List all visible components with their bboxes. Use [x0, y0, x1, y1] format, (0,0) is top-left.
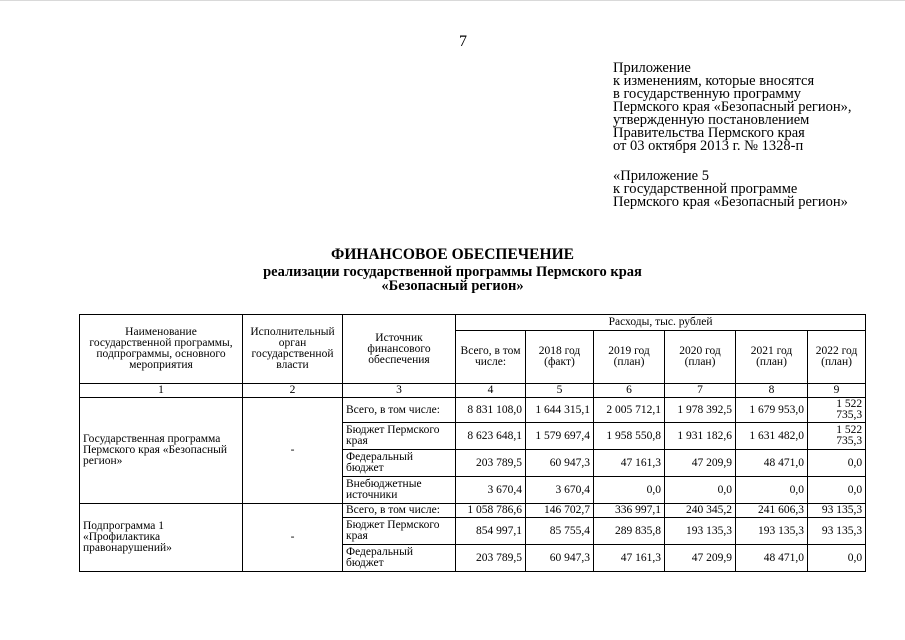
value-cell: 203 789,5	[456, 450, 526, 477]
value-cell: 1 958 550,8	[594, 423, 665, 450]
column-number: 1	[80, 384, 243, 398]
appendix-line: к государственной программе	[613, 181, 798, 197]
financing-table	[79, 314, 866, 572]
value-cell: 0,0	[808, 477, 866, 504]
column-number: 9	[808, 384, 866, 398]
source-cell: Федеральный бюджет	[343, 450, 456, 477]
appendix-line: к изменениям, которые вносятся	[613, 73, 815, 89]
document-subtitle	[0, 265, 905, 293]
header-2020: 2020 год (план)	[665, 331, 736, 384]
header-2019: 2019 год (план)	[594, 331, 665, 384]
value-cell: 1 644 315,1	[526, 398, 594, 423]
header-2018: 2018 год (факт)	[526, 331, 594, 384]
page-top-edge	[0, 0, 905, 1]
header-total: Всего, в том числе:	[456, 331, 526, 384]
value-cell: 336 997,1	[594, 504, 665, 518]
appendix-line: Правительства Пермского края	[613, 125, 805, 141]
value-cell: 3 670,4	[456, 477, 526, 504]
value-cell: 0,0	[665, 477, 736, 504]
source-cell: Всего, в том числе:	[343, 398, 456, 423]
value-cell: 0,0	[594, 477, 665, 504]
value-cell: 47 161,3	[594, 545, 665, 572]
column-number: 4	[456, 384, 526, 398]
value-cell: 146 702,7	[526, 504, 594, 518]
header-2021: 2021 год (план)	[736, 331, 808, 384]
value-cell: 48 471,0	[736, 545, 808, 572]
column-number: 8	[736, 384, 808, 398]
value-cell: 0,0	[808, 450, 866, 477]
value-cell: 60 947,3	[526, 450, 594, 477]
value-cell: 1 931 182,6	[665, 423, 736, 450]
value-cell: 854 997,1	[456, 518, 526, 545]
appendix-line: Приложение	[613, 60, 691, 76]
value-cell: 1 679 953,0	[736, 398, 808, 423]
executor-cell: -	[243, 504, 343, 572]
value-cell: 93 135,3	[808, 518, 866, 545]
source-cell: Бюджет Пермского края	[343, 518, 456, 545]
value-cell: 193 135,3	[665, 518, 736, 545]
column-number: 3	[343, 384, 456, 398]
value-cell: 47 209,9	[665, 545, 736, 572]
appendix-line: от 03 октября 2013 г. № 1328-п	[613, 138, 804, 154]
value-cell: 1 978 392,5	[665, 398, 736, 423]
value-cell: 60 947,3	[526, 545, 594, 572]
column-number: 5	[526, 384, 594, 398]
value-cell: 240 345,2	[665, 504, 736, 518]
value-cell: 8 831 108,0	[456, 398, 526, 423]
source-cell: Федеральный бюджет	[343, 545, 456, 572]
source-cell: Внебюджетные источники	[343, 477, 456, 504]
value-cell: 8 623 648,1	[456, 423, 526, 450]
document-title: ФИНАНСОВОЕ ОБЕСПЕЧЕНИЕ	[331, 246, 574, 263]
value-cell: 0,0	[736, 477, 808, 504]
column-number: 7	[665, 384, 736, 398]
value-cell: 193 135,3	[736, 518, 808, 545]
value-cell: 48 471,0	[736, 450, 808, 477]
value-cell: 47 161,3	[594, 450, 665, 477]
executor-cell: -	[243, 398, 343, 504]
appendix-block	[613, 62, 851, 209]
header-row	[80, 315, 866, 331]
appendix-line: Пермского края «Безопасный регион»	[613, 194, 848, 210]
appendix-line: «Приложение 5	[613, 168, 709, 184]
value-cell: 1 579 697,4	[526, 423, 594, 450]
value-cell: 3 670,4	[526, 477, 594, 504]
source-cell: Всего, в том числе:	[343, 504, 456, 518]
appendix-line: в государственную программу	[613, 86, 802, 102]
column-number: 6	[594, 384, 665, 398]
appendix-line: утвержденную постановлением	[613, 112, 810, 128]
value-cell: 1 522 735,3	[808, 423, 866, 450]
header-source: Источник финансового обеспечения	[343, 315, 456, 384]
table-row	[80, 504, 866, 518]
header-name: Наименование государственной программы, подпрограммы, основного мероприятия	[80, 315, 243, 384]
header-2022: 2022 год (план)	[808, 331, 866, 384]
subtitle-line: реализации государственной программы Пермского края	[263, 264, 642, 280]
value-cell: 85 755,4	[526, 518, 594, 545]
appendix-line: Пермского края «Безопасный регион»,	[613, 99, 852, 115]
header-expenses: Расходы, тыс. рублей	[456, 315, 866, 331]
value-cell: 1 522 735,3	[808, 398, 866, 423]
value-cell: 289 835,8	[594, 518, 665, 545]
column-numbers-row	[80, 384, 866, 398]
program-name: Государственная программа Пермского края «Безопасный регион»	[80, 398, 243, 504]
table-row	[80, 398, 866, 423]
column-number: 2	[243, 384, 343, 398]
value-cell: 1 631 482,0	[736, 423, 808, 450]
subprogram-name: Подпрограмма 1 «Профилактика правонарушений»	[80, 504, 243, 572]
subtitle-line: «Безопасный регион»	[381, 278, 524, 294]
value-cell: 241 606,3	[736, 504, 808, 518]
value-cell: 1 058 786,6	[456, 504, 526, 518]
page-number: 7	[459, 33, 467, 50]
header-executor: Исполнительный орган государственной власти	[243, 315, 343, 384]
value-cell: 47 209,9	[665, 450, 736, 477]
source-cell: Бюджет Пермского края	[343, 423, 456, 450]
value-cell: 2 005 712,1	[594, 398, 665, 423]
value-cell: 0,0	[808, 545, 866, 572]
value-cell: 93 135,3	[808, 504, 866, 518]
value-cell: 203 789,5	[456, 545, 526, 572]
